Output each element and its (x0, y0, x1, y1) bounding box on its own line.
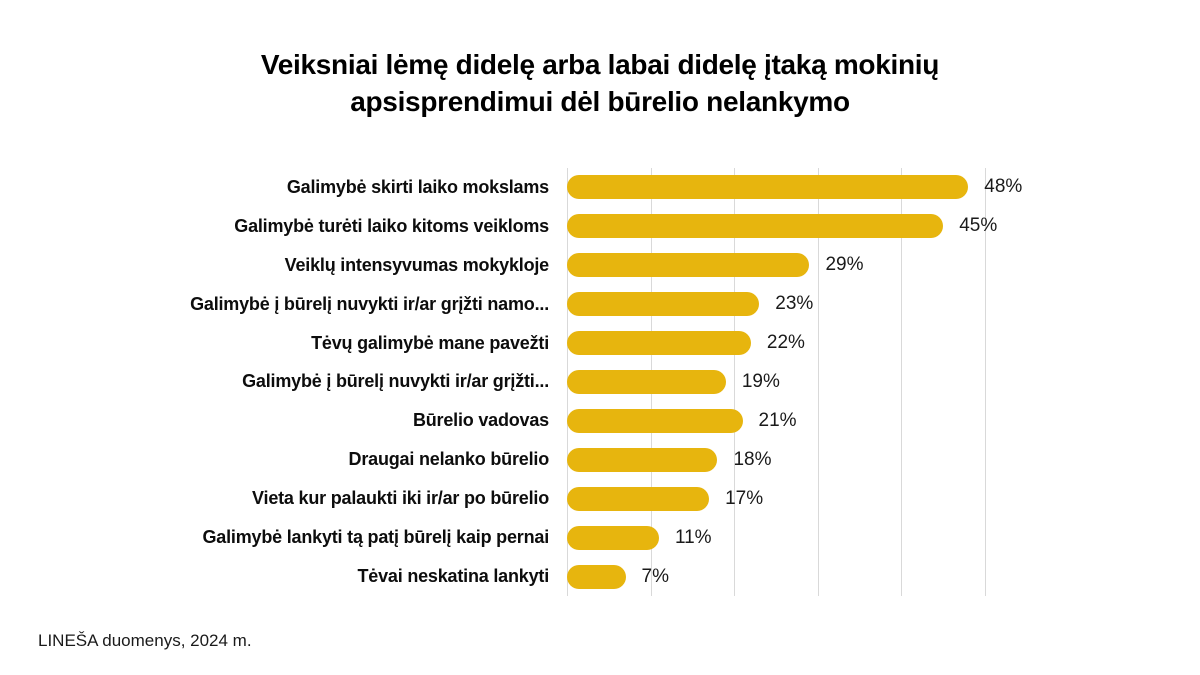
category-label: Vieta kur palaukti iki ir/ar po būrelio (252, 488, 549, 509)
chart-row (0, 440, 1200, 479)
bar (567, 214, 943, 238)
category-label: Galimybė skirti laiko mokslams (286, 176, 549, 197)
chart-row (0, 363, 1200, 402)
value-label: 21% (758, 409, 797, 431)
chart-row (0, 168, 1200, 207)
value-label: 22% (766, 332, 805, 354)
bar (567, 487, 709, 511)
bar (567, 253, 809, 277)
value-label: 45% (959, 215, 998, 237)
chart-row (0, 518, 1200, 557)
chart-row (0, 557, 1200, 596)
value-label: 29% (825, 254, 864, 276)
bar (567, 175, 968, 199)
value-label: 17% (725, 487, 764, 509)
value-label: 11% (674, 526, 712, 548)
value-label: 23% (775, 293, 814, 315)
category-label: Galimybė turėti laiko kitoms veikloms (234, 215, 549, 236)
bar (567, 409, 743, 433)
bar (567, 565, 626, 589)
source-note: LINEŠA duomenys, 2024 m. (38, 631, 252, 650)
bar (567, 292, 759, 316)
category-label: Draugai nelanko būrelio (348, 449, 549, 470)
bar-rows (0, 168, 1200, 596)
chart-title (0, 46, 1200, 120)
bar (567, 370, 726, 394)
category-label: Tėvų galimybė mane pavežti (311, 332, 549, 353)
category-label: Galimybė į būrelį nuvykti ir/ar grįžti namo... (190, 293, 549, 314)
chart-title-line-1: Veiksniai lėmę didelę arba labai didelę įtaką mokinių (260, 49, 940, 80)
value-label: 7% (641, 565, 669, 587)
category-label: Galimybė į būrelį nuvykti ir/ar grįžti... (242, 371, 549, 392)
category-label: Veiklų intensyvumas mokykloje (284, 254, 549, 275)
value-label: 18% (733, 448, 772, 470)
bar (567, 526, 659, 550)
category-label: Būrelio vadovas (412, 410, 549, 431)
chart-row (0, 401, 1200, 440)
value-label: 19% (741, 370, 780, 392)
chart-row (0, 324, 1200, 363)
chart-row (0, 479, 1200, 518)
chart-title-line-2: apsisprendimui dėl būrelio nelankymo (350, 86, 850, 117)
bar (567, 331, 751, 355)
bar (567, 448, 717, 472)
category-label: Tėvai neskatina lankyti (357, 566, 549, 587)
chart-row (0, 246, 1200, 285)
chart-row (0, 285, 1200, 324)
category-label: Galimybė lankyti tą patį būrelį kaip pernai (202, 527, 549, 548)
chart-row (0, 207, 1200, 246)
value-label: 48% (984, 176, 1023, 198)
